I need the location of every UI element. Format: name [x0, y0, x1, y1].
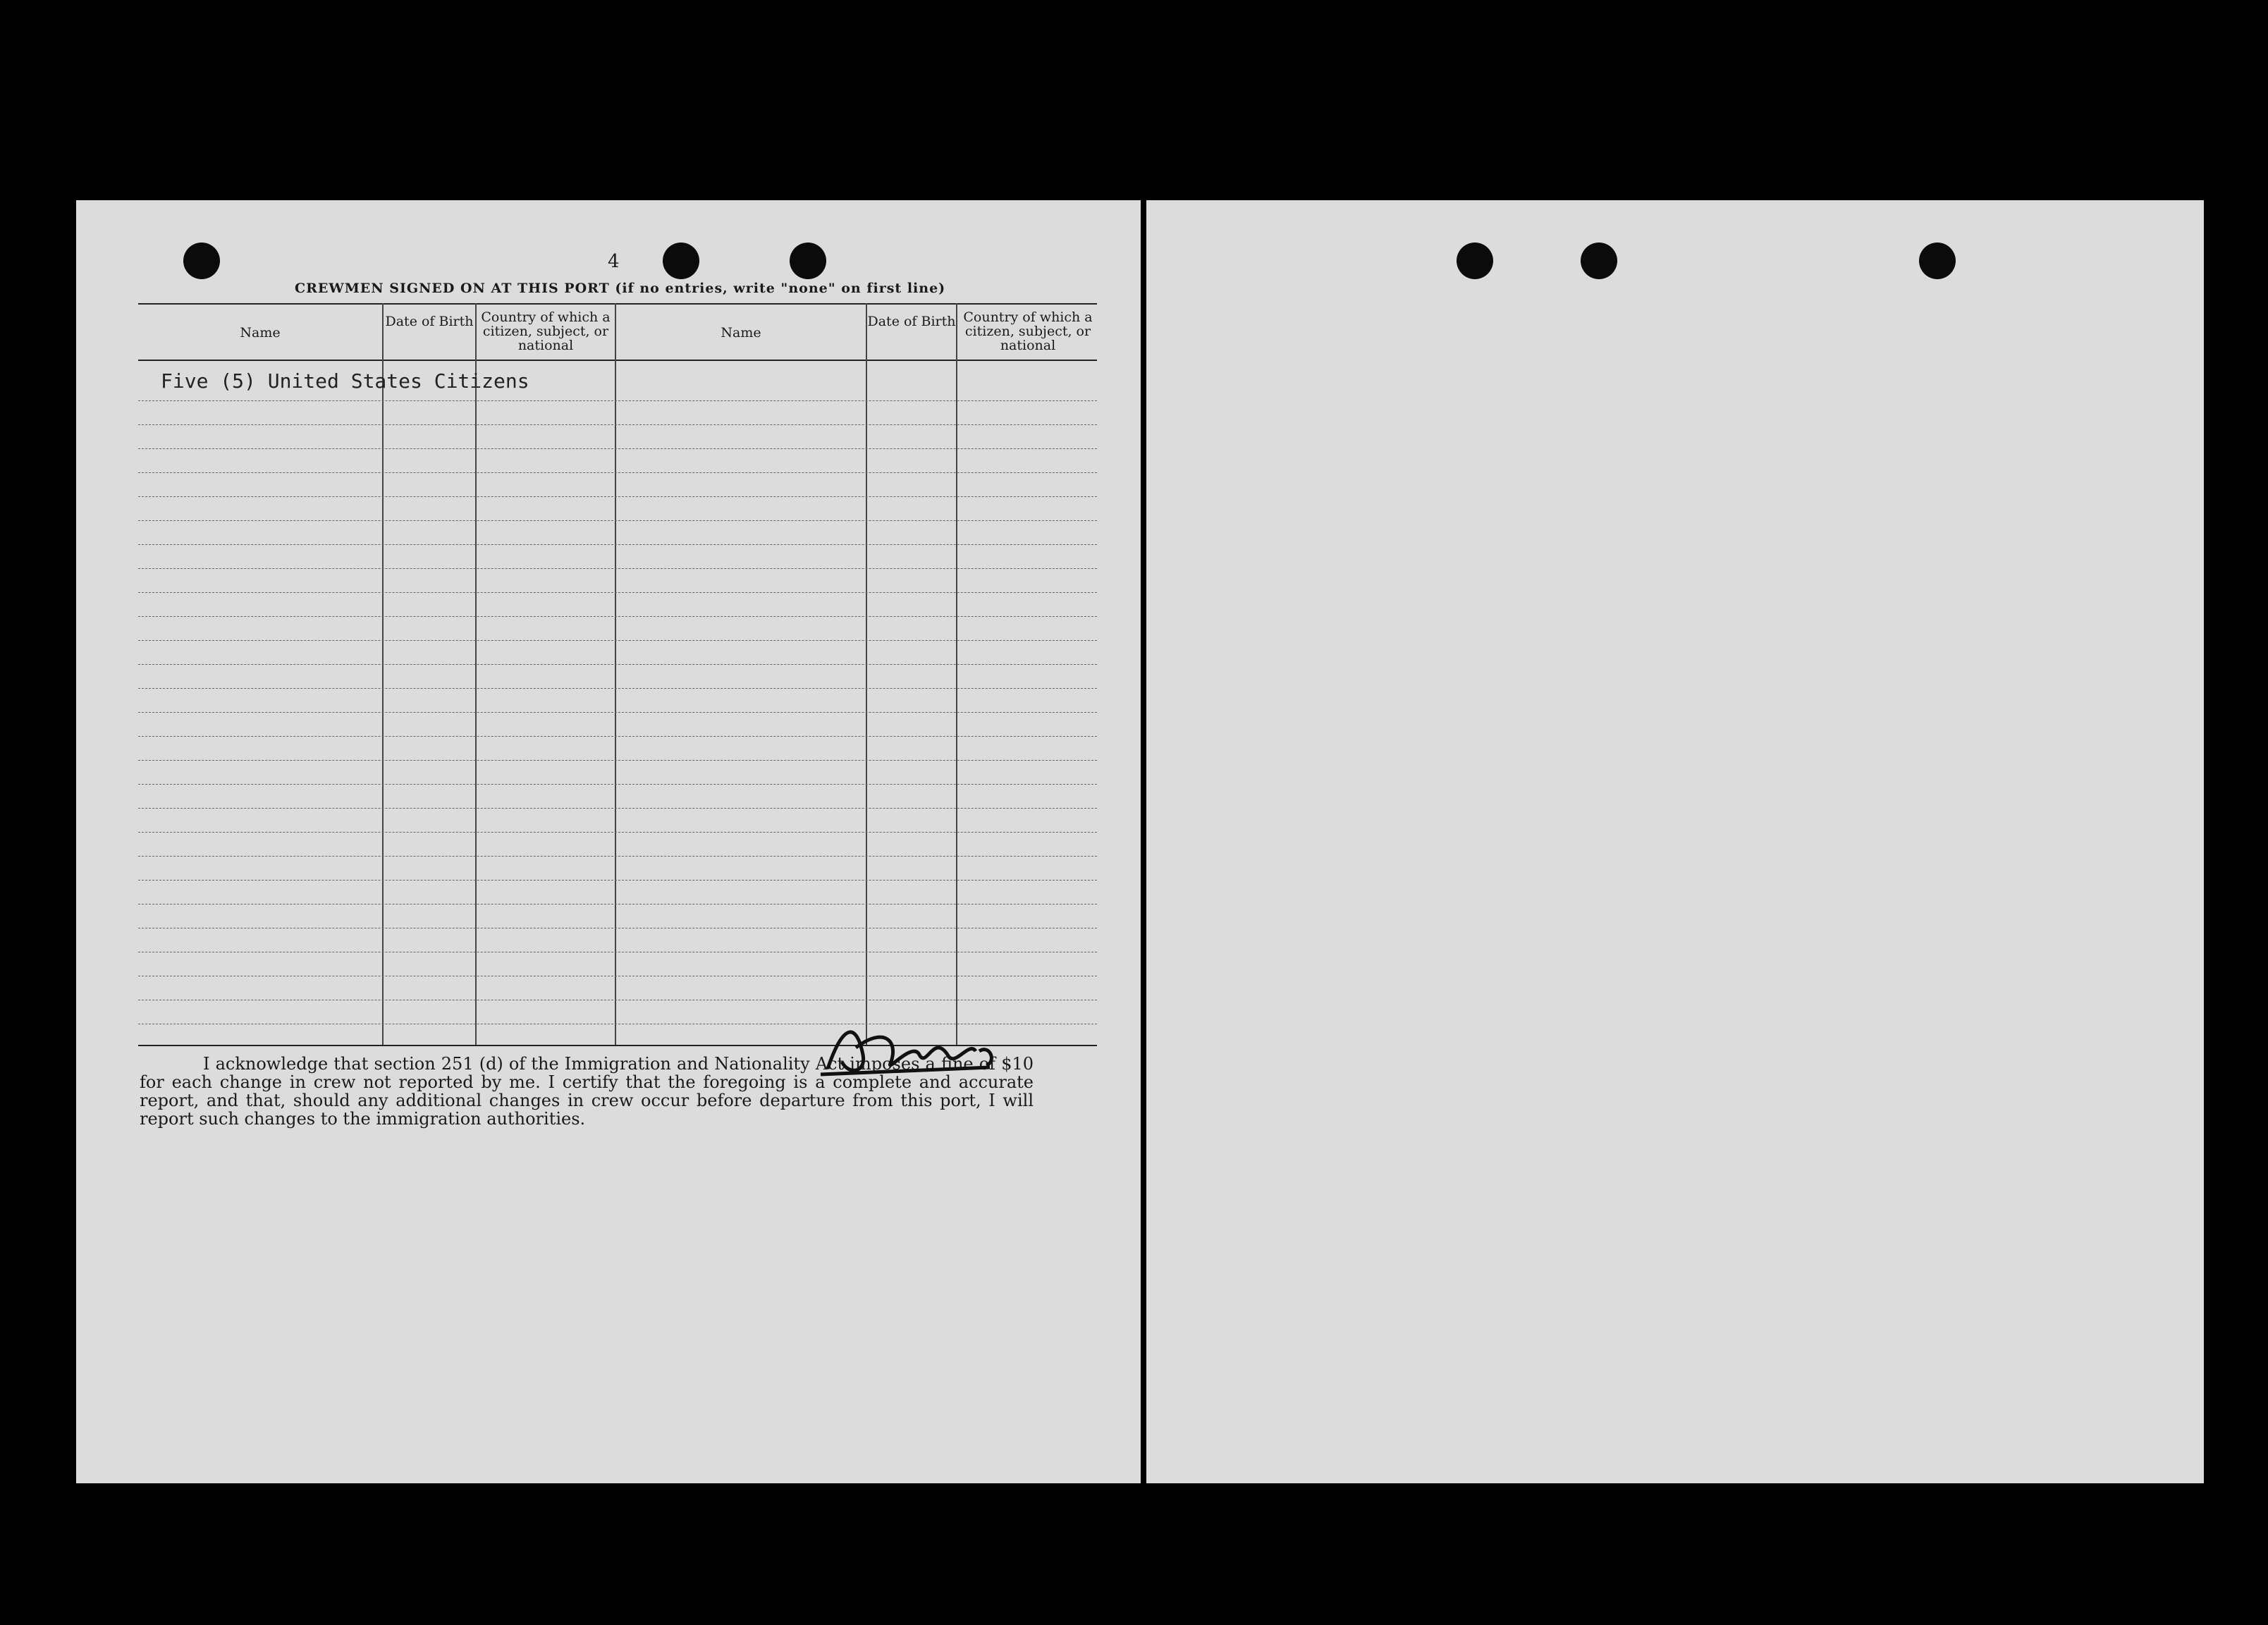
page-number: 4: [608, 251, 620, 272]
crew-entry: Five (5) United States Citizens: [161, 369, 529, 393]
punch-hole: [663, 243, 699, 279]
header-country-2: Country of which a citizen, subject, or national: [963, 309, 1093, 353]
right-page: [1146, 200, 2204, 1483]
punch-hole: [790, 243, 826, 279]
master-signature: [814, 1012, 1067, 1083]
punch-hole: [1919, 243, 1956, 279]
crewmen-signed-title: CREWMEN SIGNED ON AT THIS PORT (if no entries, write "none" on first line): [295, 281, 946, 296]
header-date-of-birth: Date of Birth: [385, 314, 474, 329]
left-page: [76, 200, 1141, 1483]
punch-hole: [1457, 243, 1493, 279]
punch-hole: [183, 243, 220, 279]
header-country: Country of which a citizen, subject, or national: [481, 309, 611, 353]
header-date-of-birth-2: Date of Birth: [867, 314, 956, 329]
header-name-2: Name: [721, 325, 761, 341]
punch-hole: [1581, 243, 1617, 279]
acknowledgement-text: I acknowledge that section 251 (d) of the Immigration and Nationality Act imposes a fine of $10 for each change in crew not reported by me. I certify that the foregoing is a complete and accurate report, and that, should any additional changes in crew occur before departure from this port, I will report such changes to the immigration authorities.: [140, 1054, 1034, 1129]
header-name: Name: [240, 325, 281, 341]
